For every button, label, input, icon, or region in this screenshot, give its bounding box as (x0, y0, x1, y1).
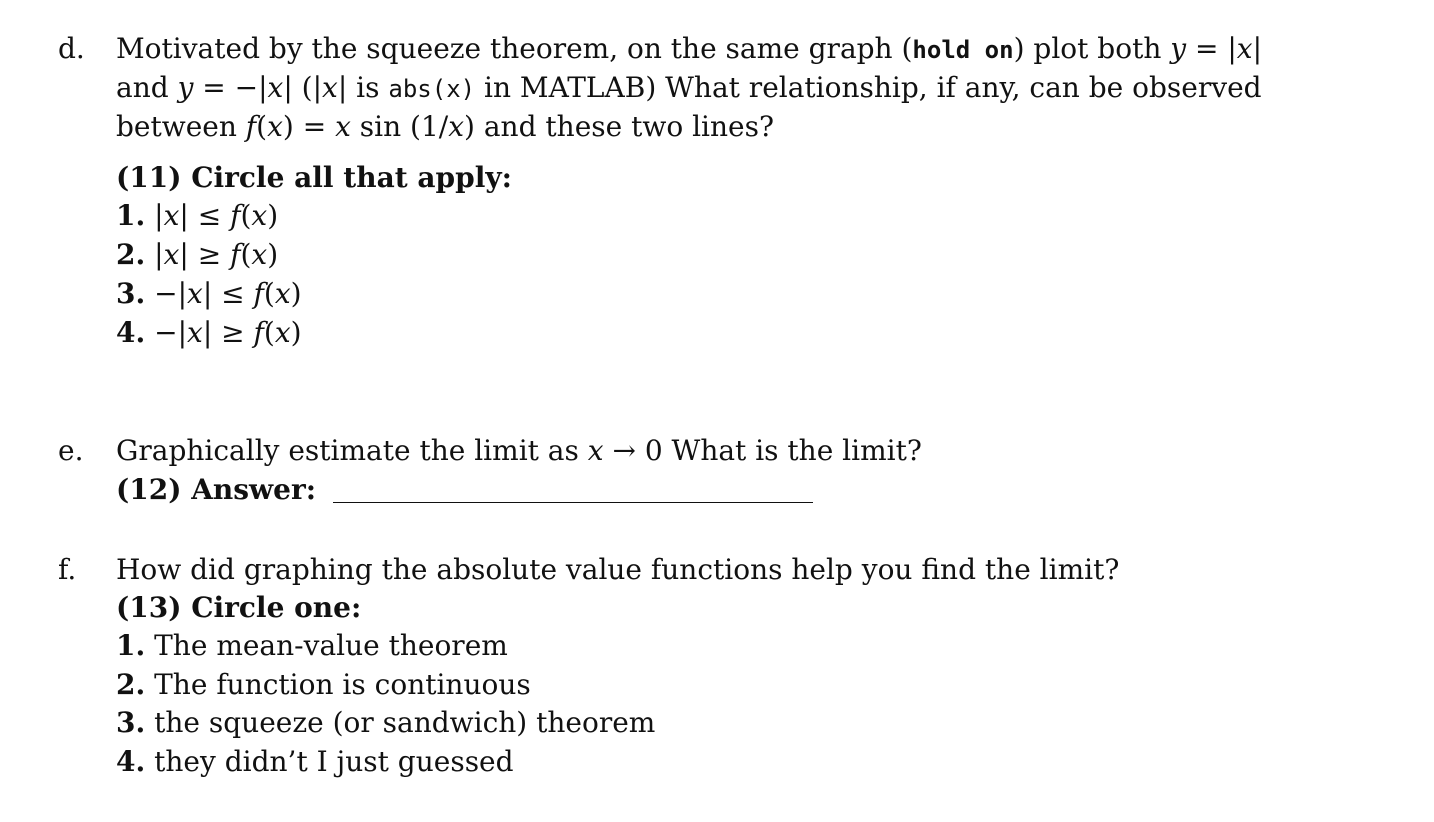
section-d-line-2: and y = −|x| (|x| is abs(x) in MATLAB) What relationship, if any, can be observed (116, 71, 1262, 104)
section-d-prompt: (11) Circle all that apply: (116, 161, 512, 194)
option-f-2[interactable]: 2. The function is continuous (116, 668, 531, 701)
section-d-line-3: between f(x) = x sin (1/x) and these two lines? (116, 110, 774, 143)
option-d-4[interactable]: 4. −|x| ≥ f(x) (116, 316, 302, 349)
option-f-1[interactable]: 1. The mean-value theorem (116, 629, 508, 662)
section-f-question: How did graphing the absolute value functions help you find the limit? (116, 553, 1120, 586)
answer-label: (12) Answer: (116, 473, 317, 506)
section-d-marker: d. (58, 32, 85, 65)
section-f-marker: f. (58, 553, 77, 586)
section-f-prompt: (13) Circle one: (116, 591, 362, 624)
section-d-line-1: Motivated by the squeeze theorem, on the same graph (hold on) plot both y = |x| (116, 32, 1263, 65)
option-f-3[interactable]: 3. the squeeze (or sandwich) theorem (116, 706, 656, 739)
code-hold-on: hold on (912, 36, 1014, 64)
code-abs-x: abs(x) (388, 75, 476, 103)
option-d-3[interactable]: 3. −|x| ≤ f(x) (116, 277, 302, 310)
option-d-1[interactable]: 1. |x| ≤ f(x) (116, 199, 279, 232)
option-f-4[interactable]: 4. they didn’t I just guessed (116, 745, 514, 778)
answer-blank-line[interactable] (333, 502, 813, 503)
option-d-2[interactable]: 2. |x| ≥ f(x) (116, 238, 279, 271)
section-e-question: Graphically estimate the limit as x → 0 What is the limit? (116, 434, 922, 467)
section-e-marker: e. (58, 434, 84, 467)
